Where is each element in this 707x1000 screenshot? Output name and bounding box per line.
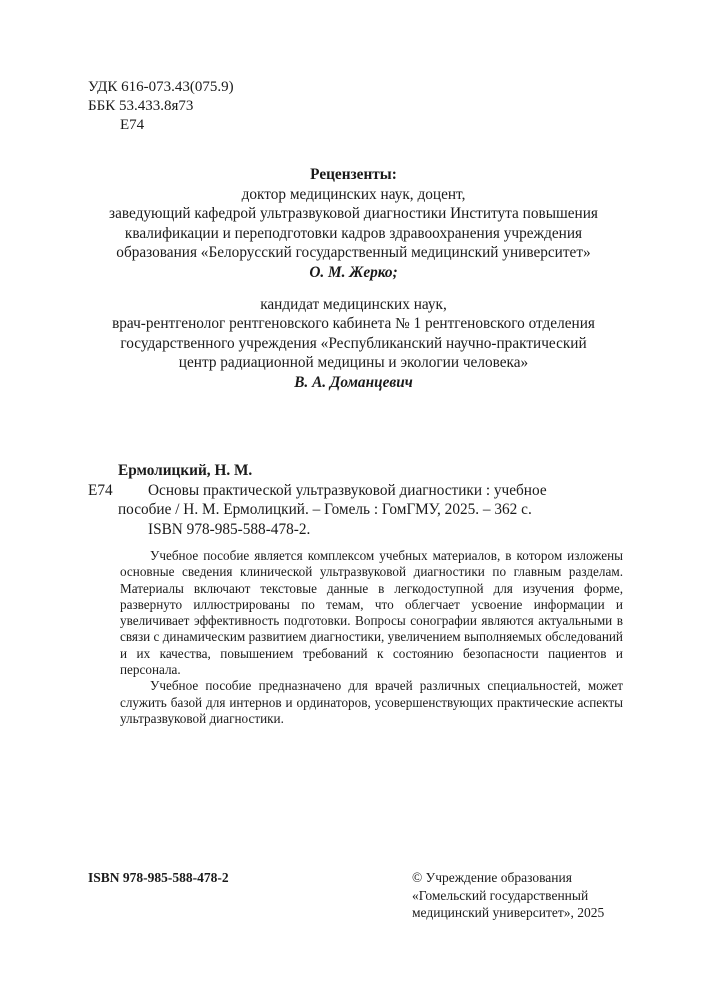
bbk-code: ББК 53.433.8я73 — [88, 98, 194, 114]
reviewer-spacer — [60, 283, 647, 295]
title-line-1: Основы практической ультразвуковой диагностики : учебное — [148, 481, 547, 499]
isbn-line: ISBN 978-985-588-478-2. — [148, 520, 311, 538]
copyright-line: © Учреждение образования — [412, 870, 572, 885]
author-heading: Ермолицкий, Н. М. — [118, 462, 253, 479]
reviewer-second — [60, 295, 647, 393]
title-row — [88, 481, 648, 501]
udk-code: УДК 616-073.43(075.9) — [88, 79, 234, 95]
reviewer-second-line: государственного учреждения «Республиканский научно-практический — [120, 334, 587, 352]
reviewer-first-line: доктор медицинских наук, доцент, — [241, 185, 466, 203]
bibliographic-record — [88, 461, 648, 539]
classification-codes — [88, 78, 234, 135]
reviewers-section — [60, 165, 647, 393]
reviewer-second-line: кандидат медицинских наук, — [260, 295, 447, 313]
reviewer-second-line: центр радиационной медицины и экологии человека» — [178, 354, 529, 372]
footer-isbn: ISBN 978-985-588-478-2 — [88, 870, 229, 885]
annotation-paragraph: Учебное пособие предназначено для врачей различных специальностей, может служить базой для интернов и ординаторов, усовершенствующих практические аспекты ультразвуковой диагностики. — [120, 678, 623, 726]
copyright-line: медицинский университет», 2025 — [412, 905, 605, 920]
author-sign-code: Е74 — [88, 481, 113, 499]
annotation-paragraph: Учебное пособие является комплексом учебных материалов, в котором изложены основные сведения клинической ультразвуковой диагностики по главным разделам. Материалы включают текстовые данные в легкодоступной для изучения форме, развернуто иллюстрированы по темам, что облегчает усвоение информации и увеличивает эффективность подготовки. Вопросы сонографии являются актуальными в связи с динамическим развитием диагностики, увеличением выполняемых обследований и их качества, повышением требований к состоянию безопасности пациентов и персонала. — [120, 548, 623, 678]
author-sign: Е74 — [120, 117, 145, 133]
title-line-2: пособие / Н. М. Ермолицкий. – Гомель : ГомГМУ, 2025. – 362 с. — [118, 501, 532, 519]
copyright-line: «Гомельский государственный — [412, 887, 589, 903]
reviewer-second-line: врач-рентгенолог рентгеновского кабинета № 1 рентгеновского отделения — [112, 315, 595, 333]
reviewer-first — [60, 185, 647, 283]
reviewer-first-line: квалификации и переподготовки кадров здравоохранения учреждения — [124, 224, 583, 242]
reviewer-first-line: образования «Белорусский государственный медицинский университет» — [116, 244, 591, 262]
annotation — [120, 548, 623, 727]
copyright-notice — [412, 869, 604, 922]
reviewer-first-line: заведующий кафедрой ультразвуковой диагностики Института повышения — [109, 205, 598, 223]
reviewer-second-name: В. А. Доманцевич — [294, 373, 413, 391]
reviewer-first-name: О. М. Жерко; — [309, 263, 398, 281]
reviewers-heading: Рецензенты: — [310, 166, 397, 183]
